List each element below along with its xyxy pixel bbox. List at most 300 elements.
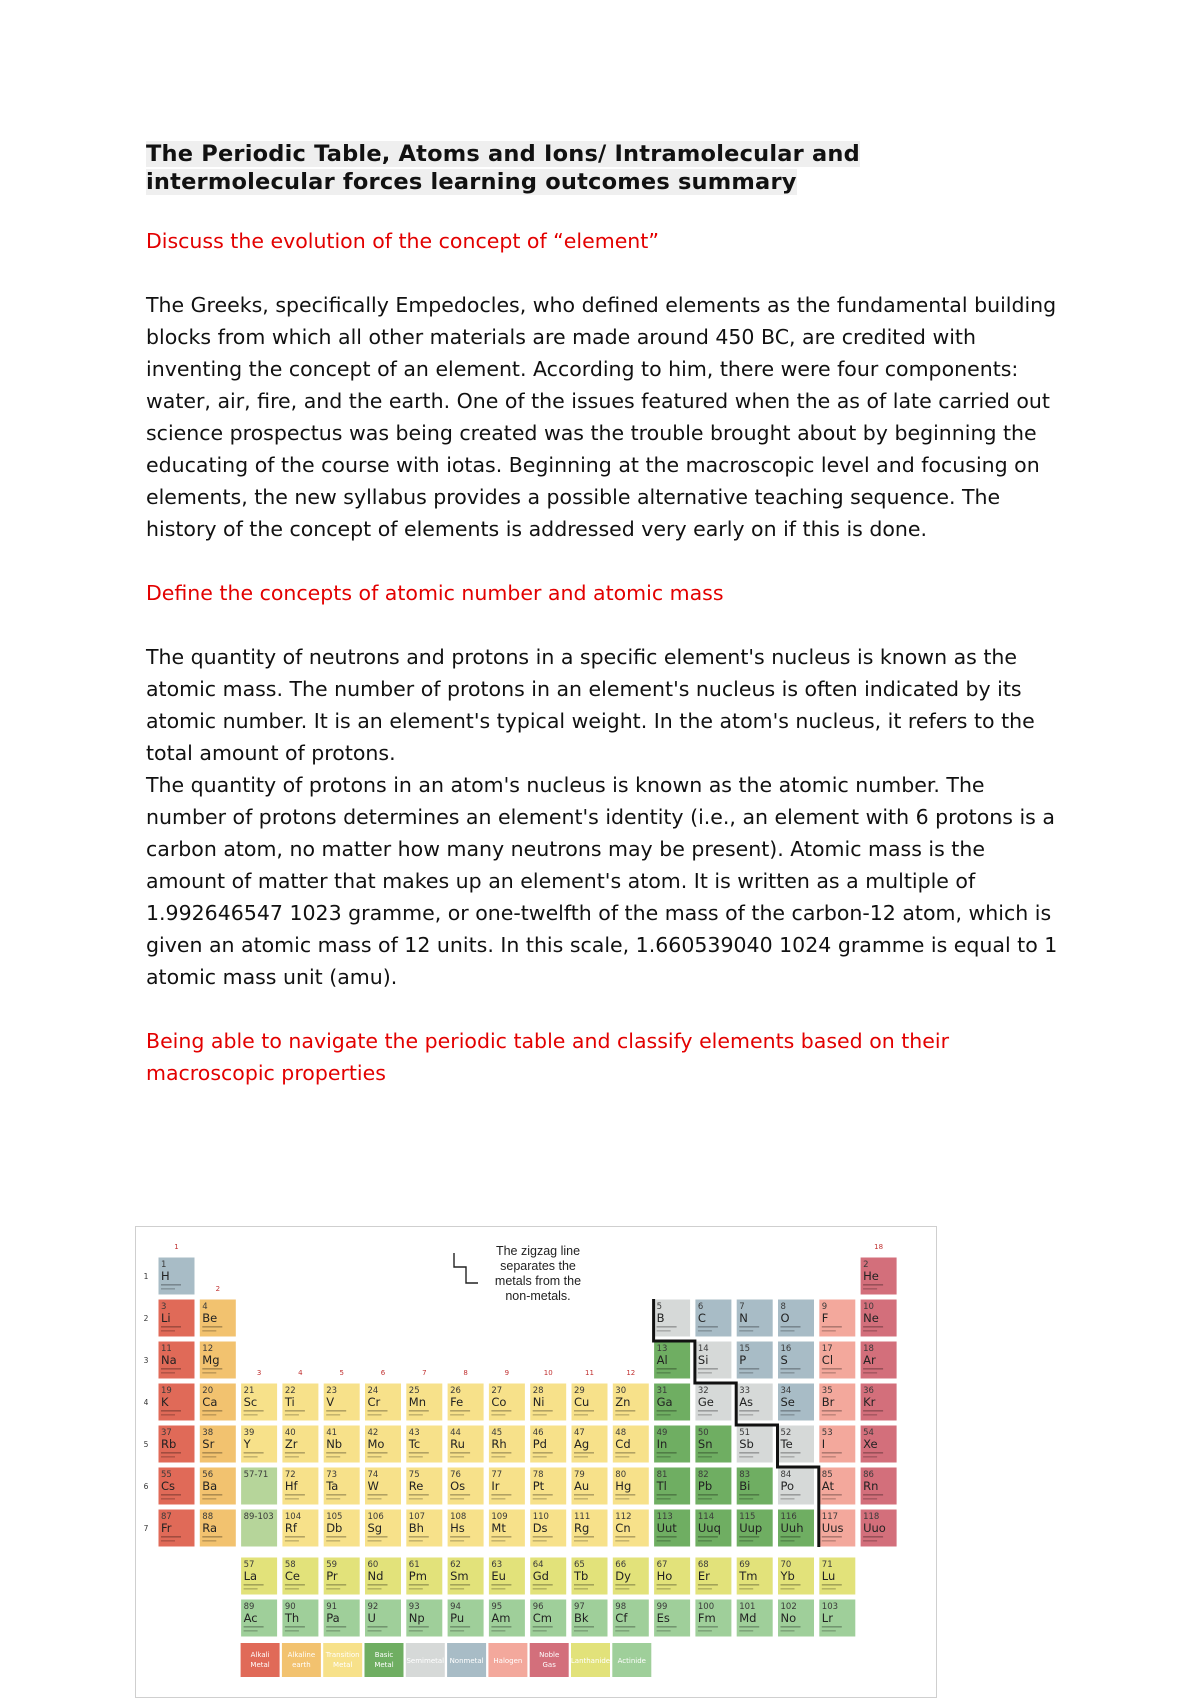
legend-swatch [241, 1643, 280, 1677]
element-name-line [615, 1410, 635, 1412]
element-cell [323, 1599, 360, 1637]
element-mass-line [574, 1630, 588, 1632]
element-name-line [739, 1494, 759, 1496]
legend-label: Gas [542, 1661, 556, 1669]
element-atomic-number: 10 [863, 1302, 874, 1312]
element-symbol: Ru [450, 1437, 465, 1451]
element-mass-line [615, 1414, 629, 1416]
element-atomic-number: 41 [326, 1428, 338, 1438]
element-atomic-number: 103 [821, 1602, 839, 1612]
element-name-line [244, 1452, 264, 1454]
element-symbol: Uus [821, 1521, 844, 1535]
element-atomic-number: 53 [821, 1428, 833, 1438]
element-symbol: Pt [532, 1479, 545, 1493]
element-cell [612, 1599, 649, 1637]
element-cell [778, 1557, 815, 1595]
element-name-line [574, 1536, 594, 1538]
group-label: 10 [543, 1369, 553, 1377]
element-name-line [657, 1536, 677, 1538]
element-symbol: Te [780, 1437, 793, 1451]
element-atomic-number: 64 [532, 1560, 544, 1570]
element-mass-line [161, 1414, 175, 1416]
element-atomic-number: 8 [780, 1302, 786, 1312]
element-name-line [491, 1584, 511, 1586]
element-name-line [285, 1494, 305, 1496]
element-atomic-number: 60 [367, 1560, 379, 1570]
element-mass-line [739, 1456, 753, 1458]
element-mass-line [368, 1630, 382, 1632]
element-symbol: Zr [284, 1437, 298, 1451]
element-atomic-number: 97 [574, 1602, 585, 1612]
element-name-line [863, 1410, 883, 1412]
element-name-line [863, 1368, 883, 1370]
element-atomic-number: 94 [450, 1602, 461, 1612]
zigzag-annotation-text: The zigzag line [495, 1244, 581, 1258]
element-atomic-number: 58 [284, 1560, 296, 1570]
legend-label: Noble [539, 1651, 560, 1659]
element-atomic-number: 63 [491, 1560, 503, 1570]
element-atomic-number: 79 [574, 1470, 585, 1480]
element-symbol: Tm [739, 1569, 758, 1583]
element-atomic-number: 66 [615, 1560, 627, 1570]
element-symbol: No [780, 1611, 797, 1625]
element-symbol: Am [491, 1611, 511, 1625]
element-symbol: W [367, 1479, 379, 1493]
element-name-line [161, 1326, 181, 1328]
period-label: 4 [143, 1398, 149, 1407]
element-cell [571, 1509, 608, 1547]
element-symbol: Cf [615, 1611, 628, 1625]
element-cell [488, 1467, 525, 1505]
element-cell [406, 1509, 443, 1547]
element-symbol: Os [450, 1479, 466, 1493]
element-cell [241, 1599, 278, 1637]
element-mass-line [533, 1456, 547, 1458]
element-mass-line [698, 1456, 712, 1458]
legend-swatch [365, 1643, 404, 1677]
element-cell [819, 1425, 856, 1463]
element-mass-line [326, 1456, 340, 1458]
section-body-atomic-number: The quantity of protons in an atom's nucleus is known as the atomic number. The number of protons determines an element's identity (i.e., an element with 6 protons is a carbon atom, no matter how many neutrons may be present). Atomic mass is the amount of matter that makes up an element's atom. It is written as a multiple of 1.992646547 1023 gramme, or one-twelfth of the mass of the carbon-12 atom, which is given an atomic mass of 12 units. In this scale, 1.660539040 1024 gramme is equal to 1 atomic mass unit (amu). [146, 773, 1058, 989]
element-mass-line [863, 1288, 877, 1290]
element-symbol: N [739, 1311, 748, 1325]
element-atomic-number: 98 [615, 1602, 627, 1612]
element-mass-line [285, 1588, 299, 1590]
element-atomic-number: 55 [161, 1470, 172, 1480]
element-cell [365, 1425, 402, 1463]
element-cell [654, 1383, 691, 1421]
element-name-line [161, 1452, 181, 1454]
element-mass-line [615, 1498, 629, 1500]
element-mass-line [326, 1630, 340, 1632]
element-atomic-number: 75 [408, 1470, 420, 1480]
element-mass-line [161, 1456, 175, 1458]
title-line-1: The Periodic Table, Atoms and Ions/ Intramolecular and [146, 141, 860, 167]
element-mass-line [450, 1588, 464, 1590]
element-name-line [781, 1584, 801, 1586]
element-name-line [326, 1410, 346, 1412]
section-body-element-concept: The Greeks, specifically Empedocles, who defined elements as the fundamental building blocks from which all other materials are made around 450 BC, are credited with inventing the concept of an element. According to him, there were four components: water, air, fire, and the earth. One of the issues featured when the as of late carried out science prospectus was being created was the trouble brought about by beginning the educating of the course with iotas. Beginning at the macroscopic level and focusing on elements, the new syllabus provides a possible alternative teaching sequence. The history of the concept of elements is addressed very early on if this is done. [146, 293, 1057, 541]
element-cell [365, 1509, 402, 1547]
element-atomic-number: 11 [161, 1344, 172, 1354]
period-label: 2 [143, 1314, 149, 1323]
element-cell [447, 1425, 484, 1463]
element-symbol: Uuo [863, 1521, 886, 1535]
element-cell [282, 1557, 319, 1595]
element-atomic-number: 3 [161, 1302, 167, 1312]
element-atomic-number: 59 [326, 1560, 338, 1570]
element-mass-line [409, 1456, 423, 1458]
element-atomic-number: 87 [161, 1512, 172, 1522]
element-name-line [574, 1410, 594, 1412]
element-cell [447, 1509, 484, 1547]
element-mass-line [657, 1540, 671, 1542]
element-cell [241, 1383, 278, 1421]
element-symbol: Uuq [697, 1521, 721, 1535]
element-atomic-number: 101 [739, 1602, 756, 1612]
element-cell [612, 1425, 649, 1463]
element-name-line [615, 1584, 635, 1586]
element-atomic-number: 73 [326, 1470, 338, 1480]
element-atomic-number: 50 [697, 1428, 709, 1438]
element-mass-line [657, 1588, 671, 1590]
legend-item [447, 1643, 486, 1677]
element-symbol: Si [697, 1353, 709, 1367]
element-cell [241, 1425, 278, 1463]
element-symbol: I [821, 1437, 826, 1451]
element-atomic-number: 6 [697, 1302, 704, 1312]
group-label: 6 [380, 1369, 386, 1377]
element-atomic-number: 51 [739, 1428, 751, 1438]
element-atomic-number: 1 [161, 1260, 167, 1270]
element-name-line [698, 1494, 718, 1496]
group-label: 9 [504, 1369, 510, 1377]
element-name-line [409, 1494, 429, 1496]
element-symbol: Bh [408, 1521, 424, 1535]
element-mass-line [202, 1414, 216, 1416]
element-mass-line [698, 1372, 712, 1374]
element-name-line [615, 1626, 635, 1628]
element-symbol: Rh [491, 1437, 507, 1451]
element-mass-line [202, 1498, 216, 1500]
element-symbol: Bi [739, 1479, 751, 1493]
element-cell [530, 1509, 567, 1547]
element-symbol: At [821, 1479, 834, 1493]
element-cell [406, 1599, 443, 1637]
element-mass-line [450, 1630, 464, 1632]
element-atomic-number: 72 [284, 1470, 296, 1480]
element-cell [199, 1509, 236, 1547]
element-mass-line [450, 1414, 464, 1416]
element-name-line [533, 1626, 553, 1628]
period-label: 1 [143, 1272, 149, 1281]
element-symbol: H [161, 1269, 170, 1283]
element-cell [695, 1557, 732, 1595]
element-mass-line [533, 1540, 547, 1542]
element-name-line [202, 1452, 222, 1454]
section-heading-periodic-table: Being able to navigate the periodic table and classify elements based on their macroscopic properties [146, 1029, 950, 1085]
element-atomic-number: 67 [656, 1560, 668, 1570]
element-symbol: Th [284, 1611, 300, 1625]
element-symbol: Lu [821, 1569, 836, 1583]
element-mass-line [822, 1630, 836, 1632]
element-cell [736, 1509, 773, 1547]
element-atomic-number: 25 [408, 1386, 420, 1396]
element-atomic-number: 116 [780, 1512, 797, 1522]
element-atomic-number: 76 [450, 1470, 461, 1480]
element-symbol: Mn [408, 1395, 427, 1409]
element-mass-line [450, 1498, 464, 1500]
element-atomic-number: 90 [284, 1602, 296, 1612]
element-mass-line [863, 1414, 877, 1416]
element-name-line [285, 1626, 305, 1628]
element-mass-line [202, 1540, 216, 1542]
element-mass-line [657, 1630, 671, 1632]
element-cell [158, 1425, 195, 1463]
element-name-line [326, 1626, 346, 1628]
element-mass-line [409, 1588, 423, 1590]
element-symbol: Br [821, 1395, 835, 1409]
element-cell [860, 1341, 897, 1379]
element-mass-line [615, 1456, 629, 1458]
element-mass-line [657, 1498, 671, 1500]
element-atomic-number: 28 [532, 1386, 544, 1396]
element-cell [860, 1509, 897, 1547]
element-atomic-number: 95 [491, 1602, 503, 1612]
element-symbol: Ti [284, 1395, 295, 1409]
legend-label: Actinide [617, 1657, 646, 1665]
element-mass-line [781, 1456, 795, 1458]
element-symbol: Gd [532, 1569, 549, 1583]
element-symbol: K [161, 1395, 169, 1409]
element-atomic-number: 31 [656, 1386, 668, 1396]
element-cell [365, 1383, 402, 1421]
element-cell [654, 1299, 691, 1337]
element-symbol: Nb [326, 1437, 343, 1451]
element-symbol: Sm [450, 1569, 469, 1583]
element-name-line [698, 1326, 718, 1328]
element-symbol: Bk [574, 1611, 589, 1625]
element-name-line [202, 1368, 222, 1370]
element-symbol: F [821, 1311, 829, 1325]
element-symbol: Er [697, 1569, 710, 1583]
element-cell [695, 1383, 732, 1421]
element-atomic-number: 54 [863, 1428, 874, 1438]
legend-label: Alkali [250, 1651, 270, 1659]
element-symbol: Md [739, 1611, 757, 1625]
element-atomic-number: 113 [656, 1512, 673, 1522]
element-name-line [781, 1410, 801, 1412]
element-atomic-number: 110 [532, 1512, 549, 1522]
element-mass-line [409, 1540, 423, 1542]
element-cell [199, 1299, 236, 1337]
element-atomic-number: 111 [574, 1512, 591, 1522]
element-mass-line [202, 1372, 216, 1374]
element-atomic-number: 49 [656, 1428, 668, 1438]
element-name-line [739, 1368, 759, 1370]
element-mass-line [533, 1414, 547, 1416]
element-atomic-number: 16 [780, 1344, 792, 1354]
element-cell [819, 1299, 856, 1337]
element-cell [695, 1341, 732, 1379]
element-name-line [450, 1410, 470, 1412]
element-symbol: Dy [615, 1569, 631, 1583]
element-symbol: Ds [532, 1521, 548, 1535]
element-name-line [657, 1494, 677, 1496]
element-cell [447, 1599, 484, 1637]
element-mass-line [533, 1588, 547, 1590]
element-atomic-number: 38 [202, 1428, 214, 1438]
element-mass-line [739, 1630, 753, 1632]
element-atomic-number: 15 [739, 1344, 751, 1354]
legend-swatch [282, 1643, 321, 1677]
element-cell [778, 1425, 815, 1463]
element-cell [447, 1383, 484, 1421]
element-atomic-number: 96 [532, 1602, 544, 1612]
element-atomic-number: 57 [243, 1560, 255, 1570]
element-name-line [615, 1452, 635, 1454]
element-symbol: Co [491, 1395, 507, 1409]
element-atomic-number: 2 [863, 1260, 869, 1270]
element-symbol: Sg [367, 1521, 383, 1535]
element-cell [736, 1341, 773, 1379]
element-mass-line [698, 1330, 712, 1332]
element-cell [612, 1509, 649, 1547]
element-name-line [244, 1410, 264, 1412]
legend-label: Alkaline [287, 1651, 316, 1659]
element-cell [778, 1341, 815, 1379]
element-symbol: Pu [450, 1611, 465, 1625]
legend-label: earth [292, 1661, 311, 1669]
element-symbol: Np [408, 1611, 425, 1625]
element-atomic-number: 68 [697, 1560, 709, 1570]
zigzag-annotation-text: non-metals. [505, 1289, 571, 1303]
element-name-line [368, 1410, 388, 1412]
element-cell [158, 1299, 195, 1337]
element-atomic-number: 81 [656, 1470, 668, 1480]
element-name-line [781, 1536, 801, 1538]
element-mass-line [161, 1498, 175, 1500]
element-atomic-number: 44 [450, 1428, 461, 1438]
element-symbol: Uut [656, 1521, 677, 1535]
element-cell [406, 1467, 443, 1505]
element-mass-line [326, 1588, 340, 1590]
element-mass-line [698, 1630, 712, 1632]
element-atomic-number: 18 [863, 1344, 874, 1354]
element-name-line [781, 1368, 801, 1370]
element-mass-line [244, 1630, 258, 1632]
element-symbol: Pb [697, 1479, 713, 1493]
element-cell [488, 1557, 525, 1595]
element-cell [819, 1383, 856, 1421]
element-atomic-number: 114 [697, 1512, 715, 1522]
element-symbol: Ga [656, 1395, 673, 1409]
element-symbol: Ag [574, 1437, 590, 1451]
element-name-line [574, 1584, 594, 1586]
element-atomic-number: 117 [821, 1512, 839, 1522]
element-cell [488, 1425, 525, 1463]
legend-label: Lanthanide [570, 1657, 611, 1665]
element-name-line [863, 1326, 883, 1328]
element-atomic-number: 102 [780, 1602, 797, 1612]
element-atomic-number: 107 [408, 1512, 426, 1522]
element-cell [695, 1467, 732, 1505]
element-cell [571, 1599, 608, 1637]
element-name-line [533, 1494, 553, 1496]
element-mass-line [161, 1540, 175, 1542]
element-mass-line [863, 1330, 877, 1332]
element-mass-line [822, 1372, 836, 1374]
element-atomic-number: 106 [367, 1512, 384, 1522]
element-symbol: Ce [284, 1569, 301, 1583]
element-name-line [491, 1410, 511, 1412]
element-name-line [863, 1536, 883, 1538]
element-cell [158, 1509, 195, 1547]
element-name-line [533, 1536, 553, 1538]
element-mass-line [285, 1456, 299, 1458]
element-name-line [822, 1584, 842, 1586]
period-label: 5 [143, 1440, 149, 1449]
element-mass-line [161, 1330, 175, 1332]
element-name-line [285, 1584, 305, 1586]
element-symbol: Uuh [780, 1521, 804, 1535]
element-symbol: Ne [863, 1311, 879, 1325]
element-cell [365, 1599, 402, 1637]
legend-label: Nonmetal [449, 1657, 484, 1665]
element-cell [612, 1557, 649, 1595]
period-label: 6 [143, 1482, 149, 1491]
element-atomic-number: 61 [408, 1560, 420, 1570]
element-mass-line [781, 1588, 795, 1590]
element-mass-line [781, 1414, 795, 1416]
element-cell [860, 1467, 897, 1505]
element-symbol: Po [780, 1479, 795, 1493]
legend-swatch [323, 1643, 362, 1677]
element-atomic-number: 35 [821, 1386, 833, 1396]
element-cell [158, 1257, 195, 1295]
group-label: 12 [626, 1369, 636, 1377]
element-symbol: Hg [615, 1479, 632, 1493]
element-cell [778, 1383, 815, 1421]
element-name-line [657, 1368, 677, 1370]
element-mass-line [491, 1414, 505, 1416]
element-atomic-number: 100 [697, 1602, 715, 1612]
element-mass-line [739, 1372, 753, 1374]
element-atomic-number: 89 [243, 1602, 255, 1612]
element-symbol: C [697, 1311, 706, 1325]
element-cell [654, 1599, 691, 1637]
element-name-line [450, 1626, 470, 1628]
element-cell [819, 1467, 856, 1505]
element-symbol: Be [202, 1311, 218, 1325]
element-cell [819, 1341, 856, 1379]
element-name-line [739, 1410, 759, 1412]
element-atomic-number: 84 [780, 1470, 792, 1480]
element-cell [241, 1509, 278, 1547]
element-mass-line [657, 1330, 671, 1332]
element-cell [695, 1299, 732, 1337]
element-name-line [202, 1326, 222, 1328]
element-cell [612, 1383, 649, 1421]
element-cell [571, 1425, 608, 1463]
element-name-line [822, 1452, 842, 1454]
element-symbol: Sr [202, 1437, 215, 1451]
element-cell [654, 1509, 691, 1547]
element-cell [530, 1383, 567, 1421]
element-atomic-number: 40 [284, 1428, 296, 1438]
element-mass-line [574, 1456, 588, 1458]
section-body-atomic-mass: The quantity of neutrons and protons in a specific element's nucleus is known as the atomic mass. The number of protons in an element's nucleus is often indicated by its atomic number. It is an element's typical weight. In the atom's nucleus, it refers to the total amount of protons. [146, 645, 1035, 765]
